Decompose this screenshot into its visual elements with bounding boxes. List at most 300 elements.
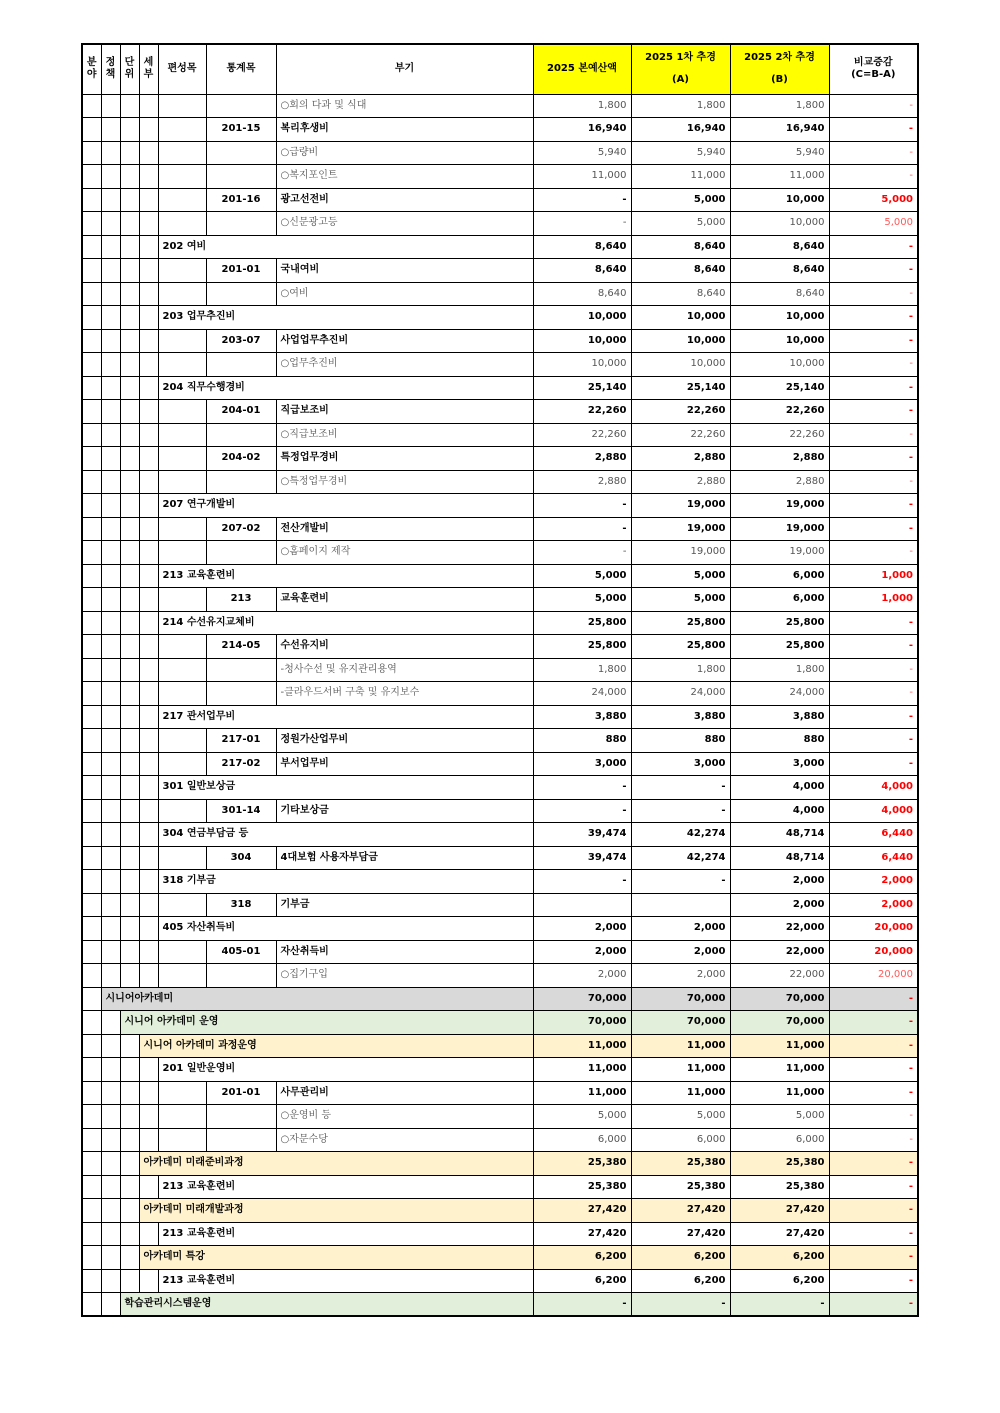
blank-cell [120, 541, 139, 565]
bugi-cell: 기타보상금 [276, 799, 533, 823]
second-supp-cell: 70,000 [730, 1011, 829, 1035]
blank-cell [82, 400, 101, 424]
blank-cell [101, 212, 120, 236]
diff-cell: - [829, 329, 918, 353]
main-budget-cell: 880 [533, 729, 631, 753]
blank-cell [101, 1246, 120, 1270]
tonggyemok-cell: 217-01 [206, 729, 276, 753]
table-row [82, 1246, 918, 1270]
second-supp-cell: 19,000 [730, 517, 829, 541]
blank-cell [120, 964, 139, 988]
blank-cell [82, 635, 101, 659]
first-supp-cell: 8,640 [631, 282, 730, 306]
main-budget-cell: 39,474 [533, 846, 631, 870]
blank-cell [120, 682, 139, 706]
second-supp-cell: 25,380 [730, 1175, 829, 1199]
diff-cell: - [829, 165, 918, 189]
blank-cell [101, 259, 120, 283]
main-budget-cell: 22,260 [533, 423, 631, 447]
table-row [82, 212, 918, 236]
blank-cell [139, 165, 158, 189]
blank-cell [101, 1105, 120, 1129]
blank-cell [101, 893, 120, 917]
pyeonseongmok-cell [158, 165, 206, 189]
diff-cell: 6,440 [829, 823, 918, 847]
blank-cell [139, 635, 158, 659]
blank-cell [82, 940, 101, 964]
blank-cell [101, 1293, 120, 1317]
blank-cell [101, 682, 120, 706]
tonggyemok-cell [206, 1105, 276, 1129]
blank-cell [101, 846, 120, 870]
first-supp-cell: 10,000 [631, 353, 730, 377]
first-supp-cell: 11,000 [631, 1081, 730, 1105]
first-supp-cell: 25,380 [631, 1175, 730, 1199]
bugi-cell: ○홈페이지 제작 [276, 541, 533, 565]
first-supp-cell: 5,000 [631, 564, 730, 588]
header-pyeonseongmok: 편성목 [158, 44, 206, 94]
tonggyemok-cell: 204-01 [206, 400, 276, 424]
bugi-cell: ○특정업무경비 [276, 470, 533, 494]
blank-cell [120, 799, 139, 823]
blank-cell [101, 1081, 120, 1105]
blank-cell [101, 447, 120, 471]
main-budget-cell: 2,880 [533, 470, 631, 494]
blank-cell [82, 423, 101, 447]
blank-cell [120, 188, 139, 212]
jeongchaek-cell: 시니어아카데미 [101, 987, 533, 1011]
second-supp-cell: 1,800 [730, 658, 829, 682]
second-supp-cell: 24,000 [730, 682, 829, 706]
header-first-supp-label: 2025 1차 추경 [645, 52, 716, 64]
bugi-cell: ○신문광고등 [276, 212, 533, 236]
pyeonseongmok-cell [158, 588, 206, 612]
first-supp-cell: 70,000 [631, 987, 730, 1011]
blank-cell [82, 964, 101, 988]
first-supp-cell: 5,000 [631, 212, 730, 236]
blank-cell [120, 893, 139, 917]
table-row [82, 987, 918, 1011]
header-sebu: 세 부 [139, 44, 158, 94]
blank-cell [120, 1222, 139, 1246]
blank-cell [120, 846, 139, 870]
diff-cell: - [829, 1128, 918, 1152]
first-supp-cell: 11,000 [631, 165, 730, 189]
tonggyemok-cell [206, 353, 276, 377]
main-budget-cell: 2,880 [533, 447, 631, 471]
tonggyemok-cell: 201-15 [206, 118, 276, 142]
second-supp-cell: 6,200 [730, 1246, 829, 1270]
header-first-supp-sub: (A) [672, 74, 689, 86]
second-supp-cell: 11,000 [730, 1081, 829, 1105]
table-row [82, 306, 918, 330]
first-supp-cell: 1,800 [631, 658, 730, 682]
main-budget-cell: 1,800 [533, 658, 631, 682]
pyeonseongmok-cell [158, 282, 206, 306]
blank-cell [120, 705, 139, 729]
blank-cell [101, 118, 120, 142]
blank-cell [101, 541, 120, 565]
table-row [82, 259, 918, 283]
first-supp-cell: 10,000 [631, 329, 730, 353]
blank-cell [82, 94, 101, 118]
diff-cell: - [829, 705, 918, 729]
tonggyemok-cell: 405-01 [206, 940, 276, 964]
blank-cell [82, 212, 101, 236]
first-supp-cell: 5,000 [631, 1105, 730, 1129]
pyeonseongmok-cell [158, 940, 206, 964]
blank-cell [82, 1222, 101, 1246]
blank-cell [139, 752, 158, 776]
diff-cell: - [829, 1152, 918, 1176]
first-supp-cell [631, 893, 730, 917]
blank-cell [139, 776, 158, 800]
diff-cell: - [829, 400, 918, 424]
diff-cell: - [829, 1269, 918, 1293]
tonggyemok-cell: 304 [206, 846, 276, 870]
blank-cell [139, 823, 158, 847]
table-row [82, 141, 918, 165]
blank-cell [101, 1034, 120, 1058]
main-budget-cell: 25,380 [533, 1152, 631, 1176]
blank-cell [139, 141, 158, 165]
first-supp-cell: - [631, 870, 730, 894]
diff-cell: - [829, 259, 918, 283]
tonggyemok-cell: 201-01 [206, 1081, 276, 1105]
pyeonseongmok-cell [158, 729, 206, 753]
blank-cell [139, 118, 158, 142]
blank-cell [82, 353, 101, 377]
diff-cell: - [829, 682, 918, 706]
blank-cell [82, 165, 101, 189]
table-row [82, 1152, 918, 1176]
blank-cell [139, 1175, 158, 1199]
blank-cell [101, 282, 120, 306]
table-row [82, 376, 918, 400]
diff-cell: 4,000 [829, 799, 918, 823]
blank-cell [101, 165, 120, 189]
header-second-supp [730, 44, 829, 94]
blank-cell [101, 776, 120, 800]
diff-cell: - [829, 1175, 918, 1199]
tonggyemok-cell: 203-07 [206, 329, 276, 353]
bugi-cell: 특정업무경비 [276, 447, 533, 471]
bugi-cell: ○운영비 등 [276, 1105, 533, 1129]
first-supp-cell: 5,000 [631, 588, 730, 612]
second-supp-cell: 1,800 [730, 94, 829, 118]
table-row [82, 729, 918, 753]
budget-table [81, 43, 919, 1317]
blank-cell [101, 400, 120, 424]
diff-cell: - [829, 635, 918, 659]
main-budget-cell: 5,000 [533, 564, 631, 588]
pyeonseongmok-cell: 304 연금부담금 등 [158, 823, 533, 847]
blank-cell [82, 235, 101, 259]
blank-cell [82, 282, 101, 306]
blank-cell [82, 1105, 101, 1129]
second-supp-cell: 6,200 [730, 1269, 829, 1293]
table-row [82, 188, 918, 212]
header-bugi: 부기 [276, 44, 533, 94]
bugi-cell: 광고선전비 [276, 188, 533, 212]
tonggyemok-cell [206, 658, 276, 682]
table-row [82, 870, 918, 894]
pyeonseongmok-cell: 204 직무수행경비 [158, 376, 533, 400]
blank-cell [82, 1058, 101, 1082]
pyeonseongmok-cell [158, 635, 206, 659]
blank-cell [139, 423, 158, 447]
blank-cell [82, 1293, 101, 1317]
pyeonseongmok-cell: 217 관서업무비 [158, 705, 533, 729]
pyeonseongmok-cell [158, 541, 206, 565]
diff-cell: 20,000 [829, 964, 918, 988]
blank-cell [101, 964, 120, 988]
first-supp-cell: 25,140 [631, 376, 730, 400]
blank-cell [120, 423, 139, 447]
table-row [82, 282, 918, 306]
main-budget-cell [533, 893, 631, 917]
table-row [82, 658, 918, 682]
first-supp-cell: 2,880 [631, 470, 730, 494]
blank-cell [82, 494, 101, 518]
main-budget-cell: 11,000 [533, 165, 631, 189]
first-supp-cell: 8,640 [631, 259, 730, 283]
table-row [82, 776, 918, 800]
bugi-cell: 교육훈련비 [276, 588, 533, 612]
bugi-cell: ○급량비 [276, 141, 533, 165]
second-supp-cell: 6,000 [730, 1128, 829, 1152]
diff-cell: 20,000 [829, 917, 918, 941]
main-budget-cell: - [533, 799, 631, 823]
blank-cell [120, 870, 139, 894]
main-budget-cell: 6,000 [533, 1128, 631, 1152]
blank-cell [120, 940, 139, 964]
diff-cell: - [829, 470, 918, 494]
blank-cell [139, 917, 158, 941]
main-budget-cell: 24,000 [533, 682, 631, 706]
table-row [82, 423, 918, 447]
diff-cell: - [829, 353, 918, 377]
blank-cell [101, 799, 120, 823]
first-supp-cell: 42,274 [631, 823, 730, 847]
blank-cell [120, 494, 139, 518]
main-budget-cell: 25,800 [533, 635, 631, 659]
bugi-cell: ○여비 [276, 282, 533, 306]
blank-cell [82, 517, 101, 541]
blank-cell [101, 635, 120, 659]
second-supp-cell: - [730, 1293, 829, 1317]
blank-cell [82, 729, 101, 753]
header-second-supp-sub: (B) [771, 74, 788, 86]
blank-cell [82, 1152, 101, 1176]
first-supp-cell: 25,380 [631, 1152, 730, 1176]
main-budget-cell: 25,380 [533, 1175, 631, 1199]
first-supp-cell: 70,000 [631, 1011, 730, 1035]
tonggyemok-cell: 204-02 [206, 447, 276, 471]
main-budget-cell: - [533, 541, 631, 565]
second-supp-cell: 2,880 [730, 447, 829, 471]
blank-cell [101, 376, 120, 400]
sebu-cell: 아카데미 미래준비과정 [139, 1152, 533, 1176]
tonggyemok-cell [206, 165, 276, 189]
blank-cell [101, 353, 120, 377]
diff-cell: - [829, 141, 918, 165]
second-supp-cell: 27,420 [730, 1199, 829, 1223]
main-budget-cell: - [533, 494, 631, 518]
tonggyemok-cell: 301-14 [206, 799, 276, 823]
header-diff-sub: (C=B-A) [851, 69, 896, 81]
table-row [82, 940, 918, 964]
table-row [82, 1058, 918, 1082]
header-danwi: 단 위 [120, 44, 139, 94]
bugi-cell: 4대보험 사용자부담금 [276, 846, 533, 870]
first-supp-cell: 3,880 [631, 705, 730, 729]
second-supp-cell: 16,940 [730, 118, 829, 142]
main-budget-cell: 2,000 [533, 917, 631, 941]
pyeonseongmok-cell: 405 자산취득비 [158, 917, 533, 941]
bugi-cell: 직급보조비 [276, 400, 533, 424]
pyeonseongmok-cell [158, 141, 206, 165]
header-second-supp-label: 2025 2차 추경 [744, 52, 815, 64]
blank-cell [82, 1269, 101, 1293]
blank-cell [120, 1128, 139, 1152]
bugi-cell: 정원가산업무비 [276, 729, 533, 753]
first-supp-cell: 5,000 [631, 188, 730, 212]
blank-cell [82, 259, 101, 283]
blank-cell [101, 1058, 120, 1082]
diff-cell: - [829, 447, 918, 471]
pyeonseongmok-cell [158, 353, 206, 377]
blank-cell [82, 1128, 101, 1152]
pyeonseongmok-cell [158, 447, 206, 471]
blank-cell [82, 705, 101, 729]
main-budget-cell: 10,000 [533, 306, 631, 330]
header-main-budget: 2025 본예산액 [533, 44, 631, 94]
pyeonseongmok-cell: 201 일반운영비 [158, 1058, 533, 1082]
tonggyemok-cell [206, 470, 276, 494]
main-budget-cell: 5,940 [533, 141, 631, 165]
first-supp-cell: - [631, 1293, 730, 1317]
first-supp-cell: 1,800 [631, 94, 730, 118]
tonggyemok-cell [206, 682, 276, 706]
second-supp-cell: 6,000 [730, 588, 829, 612]
header-row [82, 44, 918, 94]
second-supp-cell: 5,000 [730, 1105, 829, 1129]
main-budget-cell: 1,800 [533, 94, 631, 118]
second-supp-cell: 4,000 [730, 776, 829, 800]
blank-cell [101, 564, 120, 588]
blank-cell [139, 353, 158, 377]
blank-cell [82, 611, 101, 635]
main-budget-cell: 5,000 [533, 1105, 631, 1129]
second-supp-cell: 25,380 [730, 1152, 829, 1176]
bugi-cell: 부서업무비 [276, 752, 533, 776]
diff-cell: - [829, 423, 918, 447]
first-supp-cell: 2,000 [631, 940, 730, 964]
main-budget-cell: 25,800 [533, 611, 631, 635]
second-supp-cell: 25,140 [730, 376, 829, 400]
main-budget-cell: - [533, 517, 631, 541]
bugi-cell: 사무관리비 [276, 1081, 533, 1105]
table-row [82, 235, 918, 259]
table-row [82, 400, 918, 424]
table-row [82, 1175, 918, 1199]
blank-cell [139, 494, 158, 518]
tonggyemok-cell [206, 423, 276, 447]
table-row [82, 353, 918, 377]
bugi-cell: -클라우드서버 구축 및 유지보수 [276, 682, 533, 706]
second-supp-cell: 11,000 [730, 1034, 829, 1058]
diff-cell: - [829, 1034, 918, 1058]
main-budget-cell: 25,140 [533, 376, 631, 400]
main-budget-cell: 27,420 [533, 1222, 631, 1246]
blank-cell [101, 705, 120, 729]
pyeonseongmok-cell [158, 517, 206, 541]
blank-cell [82, 1199, 101, 1223]
tonggyemok-cell: 318 [206, 893, 276, 917]
main-budget-cell: - [533, 870, 631, 894]
blank-cell [120, 1199, 139, 1223]
tonggyemok-cell: 207-02 [206, 517, 276, 541]
first-supp-cell: 27,420 [631, 1199, 730, 1223]
first-supp-cell: 6,200 [631, 1246, 730, 1270]
tonggyemok-cell [206, 141, 276, 165]
diff-cell: - [829, 376, 918, 400]
blank-cell [139, 940, 158, 964]
diff-cell: - [829, 1105, 918, 1129]
blank-cell [139, 658, 158, 682]
blank-cell [120, 1081, 139, 1105]
main-budget-cell: 39,474 [533, 823, 631, 847]
second-supp-cell: 880 [730, 729, 829, 753]
blank-cell [101, 1128, 120, 1152]
pyeonseongmok-cell [158, 1081, 206, 1105]
blank-cell [120, 564, 139, 588]
blank-cell [101, 588, 120, 612]
pyeonseongmok-cell [158, 329, 206, 353]
blank-cell [139, 1222, 158, 1246]
table-row [82, 752, 918, 776]
second-supp-cell: 10,000 [730, 306, 829, 330]
table-row [82, 611, 918, 635]
first-supp-cell: 11,000 [631, 1034, 730, 1058]
second-supp-cell: 6,000 [730, 564, 829, 588]
bugi-cell: ○복지포인트 [276, 165, 533, 189]
blank-cell [139, 1128, 158, 1152]
table-row [82, 1293, 918, 1317]
first-supp-cell: 11,000 [631, 1058, 730, 1082]
blank-cell [82, 752, 101, 776]
blank-cell [101, 494, 120, 518]
blank-cell [82, 682, 101, 706]
bugi-cell: -청사수선 및 유지관리용역 [276, 658, 533, 682]
blank-cell [101, 1175, 120, 1199]
first-supp-cell: 25,800 [631, 611, 730, 635]
pyeonseongmok-cell: 301 일반보상금 [158, 776, 533, 800]
diff-cell: - [829, 541, 918, 565]
blank-cell [139, 1058, 158, 1082]
pyeonseongmok-cell [158, 682, 206, 706]
blank-cell [120, 776, 139, 800]
blank-cell [101, 752, 120, 776]
blank-cell [101, 823, 120, 847]
table-row [82, 705, 918, 729]
first-supp-cell: 5,940 [631, 141, 730, 165]
blank-cell [139, 846, 158, 870]
main-budget-cell: 11,000 [533, 1058, 631, 1082]
blank-cell [139, 470, 158, 494]
blank-cell [101, 611, 120, 635]
